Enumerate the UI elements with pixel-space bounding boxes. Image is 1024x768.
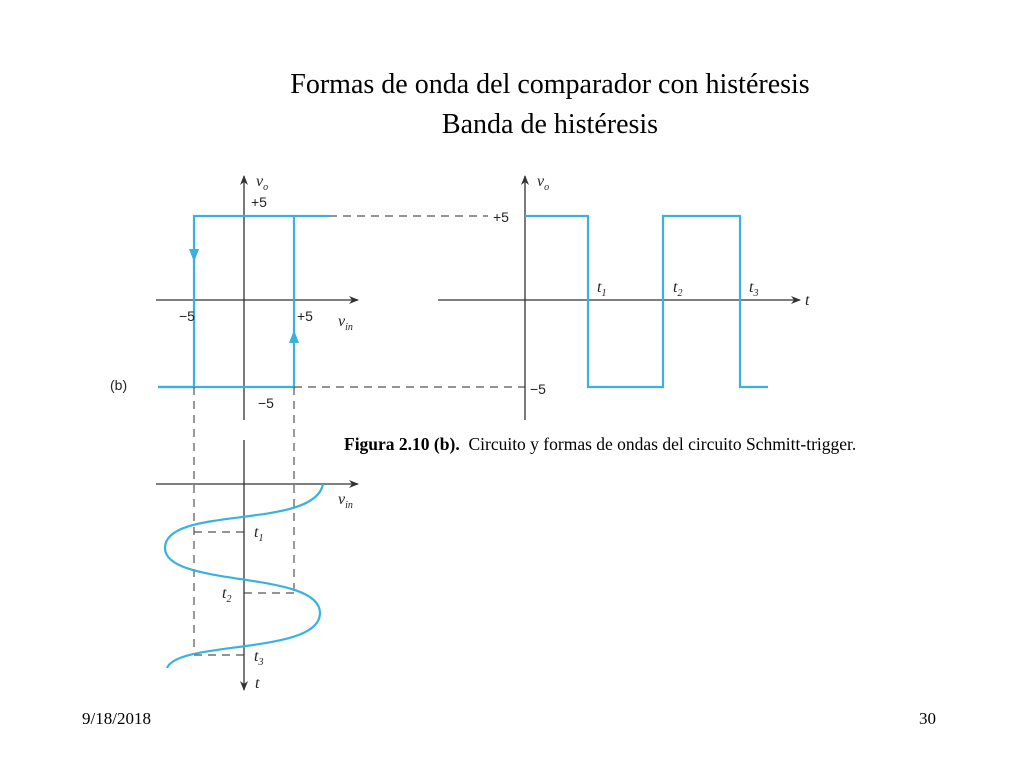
- input-t3-label: $t_3$: [254, 648, 264, 668]
- input-waveform-plot: [156, 440, 358, 692]
- page-number: 30: [919, 709, 936, 728]
- output-t-axis-label: t: [805, 292, 810, 309]
- input-t2-label: $t_2$: [222, 585, 232, 605]
- hysteresis-lower-path: [158, 216, 294, 387]
- transfer-x-label: $v_{in}$: [338, 313, 353, 333]
- slide-date: 9/18/2018: [82, 709, 151, 728]
- tick-label-plus5-x: +5: [297, 308, 313, 324]
- input-t-axis-label: t: [255, 675, 260, 692]
- output-t1-label: $t_1$: [597, 279, 607, 299]
- slide-subtitle: Banda de histéresis: [441, 109, 659, 140]
- output-t3-label: $t_3$: [749, 279, 759, 299]
- tick-label-minus5-y: −5: [258, 395, 274, 411]
- slide-title: Formas de onda del comparador con histéresis: [290, 69, 810, 100]
- panel-label: (b): [110, 377, 128, 393]
- transfer-y-label: $v_o$: [256, 173, 269, 193]
- up-arrow-icon: [289, 330, 299, 343]
- output-t2-label: $t_2$: [673, 279, 683, 299]
- output-tick-minus5: −5: [530, 381, 546, 397]
- figure-caption-number: Figura 2.10 (b).: [344, 434, 460, 454]
- input-v-axis-label: $v_{in}$: [338, 491, 353, 511]
- tick-label-plus5-y: +5: [251, 194, 267, 210]
- output-waveform-plot: [438, 173, 810, 420]
- down-arrow-icon: [189, 249, 199, 262]
- transfer-plot: [110, 173, 358, 420]
- output-y-label: $v_o$: [537, 173, 550, 193]
- output-tick-plus5: +5: [493, 209, 509, 225]
- input-t1-label: $t_1$: [254, 524, 264, 544]
- output-square-wave: [525, 216, 768, 387]
- figure-caption: [344, 434, 856, 455]
- figure-caption-text: Circuito y formas de ondas del circuito Schmitt-trigger.: [468, 434, 857, 454]
- tick-label-minus5-x: −5: [179, 308, 195, 324]
